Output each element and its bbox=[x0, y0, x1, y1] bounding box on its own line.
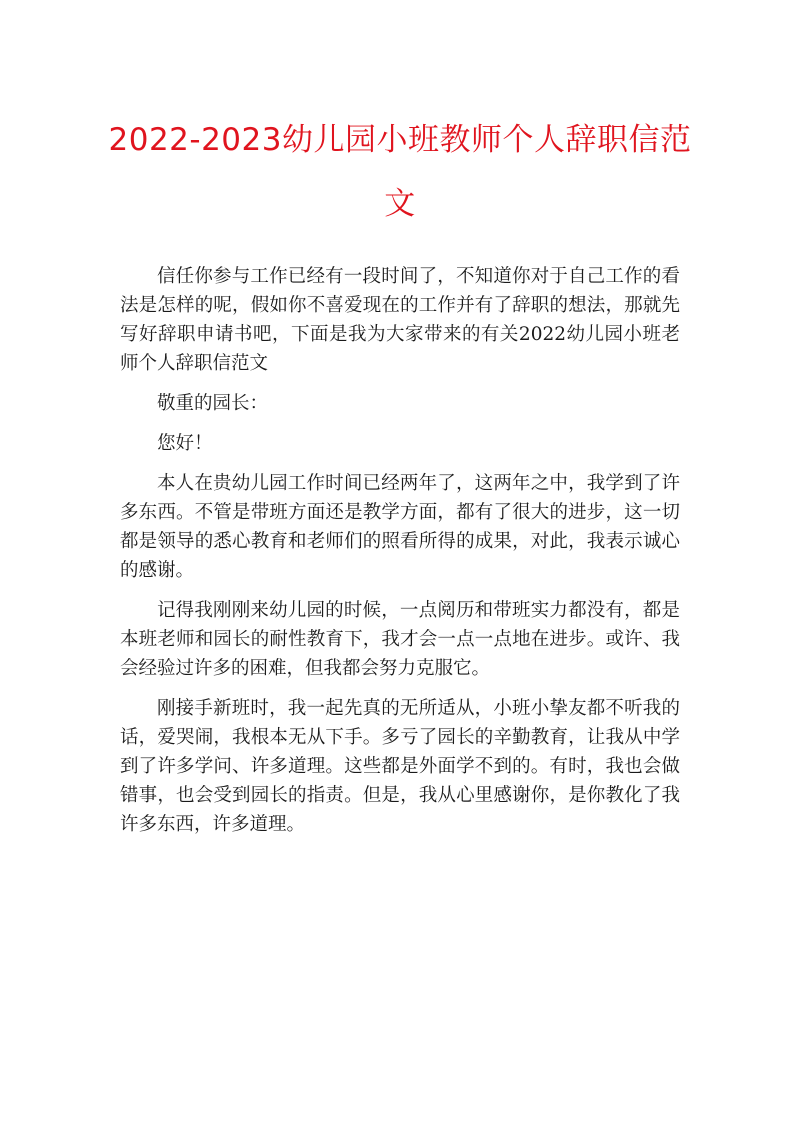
body-paragraph: 刚接手新班时，我一起先真的无所适从，小班小挚友都不听我的话，爱哭闹，我根本无从下手。多亏了园长的辛勤教育，让我从中学到了许多学问、许多道理。这些都是外面学不到的。有时，我也会做错事，也会受到园长的指责。但是，我从心里感谢你，是你教化了我许多东西，许多道理。 bbox=[120, 698, 680, 835]
document-body bbox=[120, 262, 680, 850]
intro-paragraph: 信任你参与工作已经有一段时间了，不知道你对于自己工作的看法是怎样的呢，假如你不喜爱现在的工作并有了辞职的想法，那就先写好辞职申请书吧，下面是我为大家带来的有关2022幼儿园小班老师个人辞职信范文 bbox=[120, 266, 680, 374]
body-paragraph: 本人在贵幼儿园工作时间已经两年了，这两年之中，我学到了许多东西。不管是带班方面还是教学方面，都有了很大的进步，这一切都是领导的悉心教育和老师们的照看所得的成果，对此，我表示诚心的感谢。 bbox=[120, 473, 680, 581]
greeting: 您好！ bbox=[157, 433, 213, 454]
body-paragraph: 记得我刚刚来幼儿园的时候，一点阅历和带班实力都没有，都是本班老师和园长的耐性教育下，我才会一点一点地在进步。或许、我会经验过许多的困难，但我都会努力克服它。 bbox=[120, 600, 680, 679]
document-title: 2022-2023幼儿园小班教师个人辞职信范文 bbox=[108, 122, 692, 222]
salutation: 敬重的园长： bbox=[157, 393, 269, 414]
